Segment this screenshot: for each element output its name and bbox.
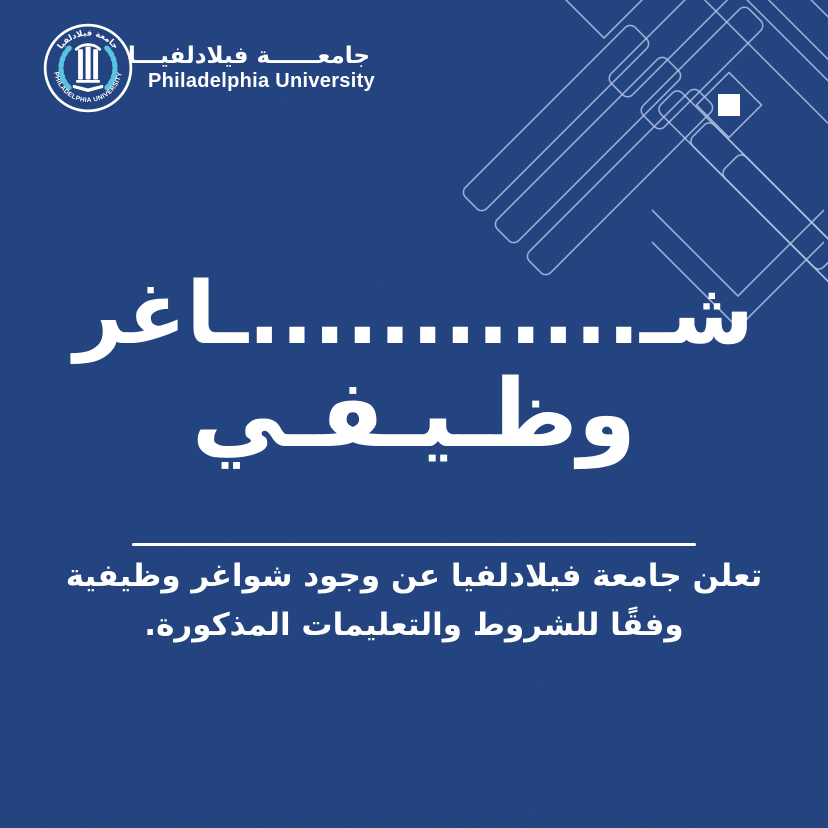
university-name-english: Philadelphia University bbox=[148, 70, 375, 93]
headline-line1: شـ............ـاغر bbox=[74, 264, 754, 364]
university-header bbox=[42, 22, 375, 114]
university-name-lockup bbox=[127, 42, 375, 93]
announcement-line2: وفقًا للشروط والتعليمات المذكورة. bbox=[144, 606, 684, 643]
university-name-arabic: جامعــــــة فيلادلفيـــا bbox=[127, 42, 370, 69]
pattern-white-square bbox=[718, 94, 740, 116]
seal-english-text: PHILADELPHIA UNIVERSITY bbox=[52, 71, 124, 105]
announcement-line1: تعلن جامعة فيلادلفيا عن وجود شواغر وظيفية bbox=[65, 558, 763, 594]
columns-icon bbox=[73, 45, 103, 92]
divider-line bbox=[132, 543, 696, 546]
vacancy-headline bbox=[0, 264, 828, 469]
announcement-text bbox=[64, 552, 764, 650]
headline-line2: وظـيـفـي bbox=[191, 359, 637, 469]
university-seal-logo bbox=[42, 22, 134, 114]
seal-arabic-text: جامعة فيلادلفيا bbox=[55, 27, 121, 51]
